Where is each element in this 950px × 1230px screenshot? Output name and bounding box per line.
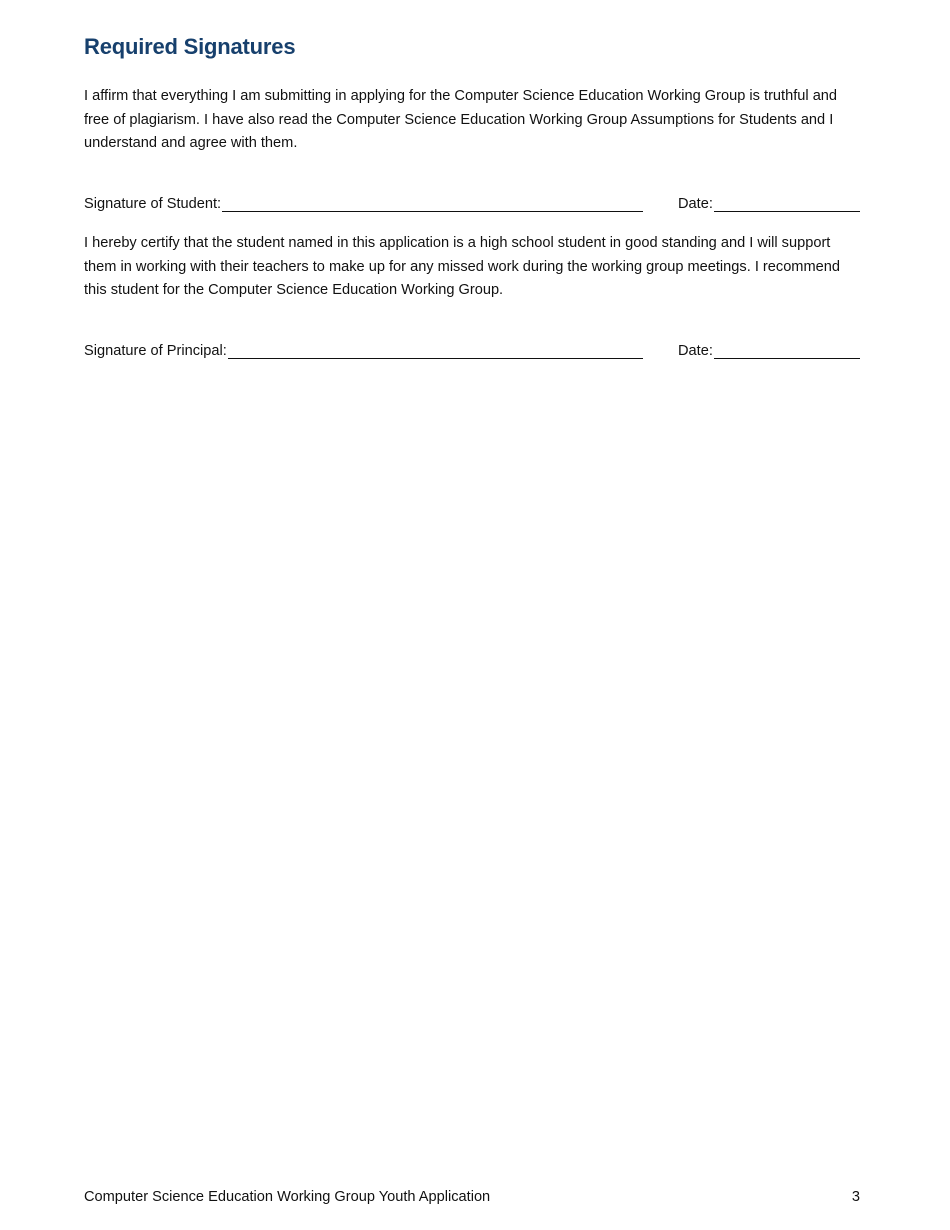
student-signature-block <box>84 193 643 212</box>
student-date-line[interactable] <box>714 193 860 212</box>
page-footer <box>84 1189 860 1209</box>
principal-signature-line[interactable] <box>228 340 643 359</box>
principal-date-block <box>678 340 860 359</box>
principal-signature-block <box>84 340 643 359</box>
principal-signature-row <box>84 340 860 362</box>
principal-signature-label: Signature of Principal: <box>84 343 227 359</box>
student-signature-label: Signature of Student: <box>84 196 222 212</box>
principal-date-label: Date: <box>678 343 713 359</box>
student-signature-line[interactable] <box>222 193 643 212</box>
principal-date-line[interactable] <box>714 340 860 359</box>
student-date-label: Date: <box>678 196 713 212</box>
page-title: Required Signatures <box>84 34 296 59</box>
principal-statement: I hereby certify that the student named in this application is a high school student in good standing and I will support them in working with their teachers to make up for any missed work during the working group meetings. I recommend this student for the Computer Science Education Working Group. <box>84 235 840 298</box>
footer-title: Computer Science Education Working Group Youth Application <box>84 1189 491 1205</box>
student-date-block <box>678 193 860 212</box>
student-statement: I affirm that everything I am submitting in applying for the Computer Science Education Working Group is truthful and free of plagiarism. I have also read the Computer Science Education Working Group Assumptions for Students and I understand and agree with them. <box>84 88 838 151</box>
page-number: 3 <box>851 1189 860 1205</box>
student-signature-row <box>84 193 860 215</box>
